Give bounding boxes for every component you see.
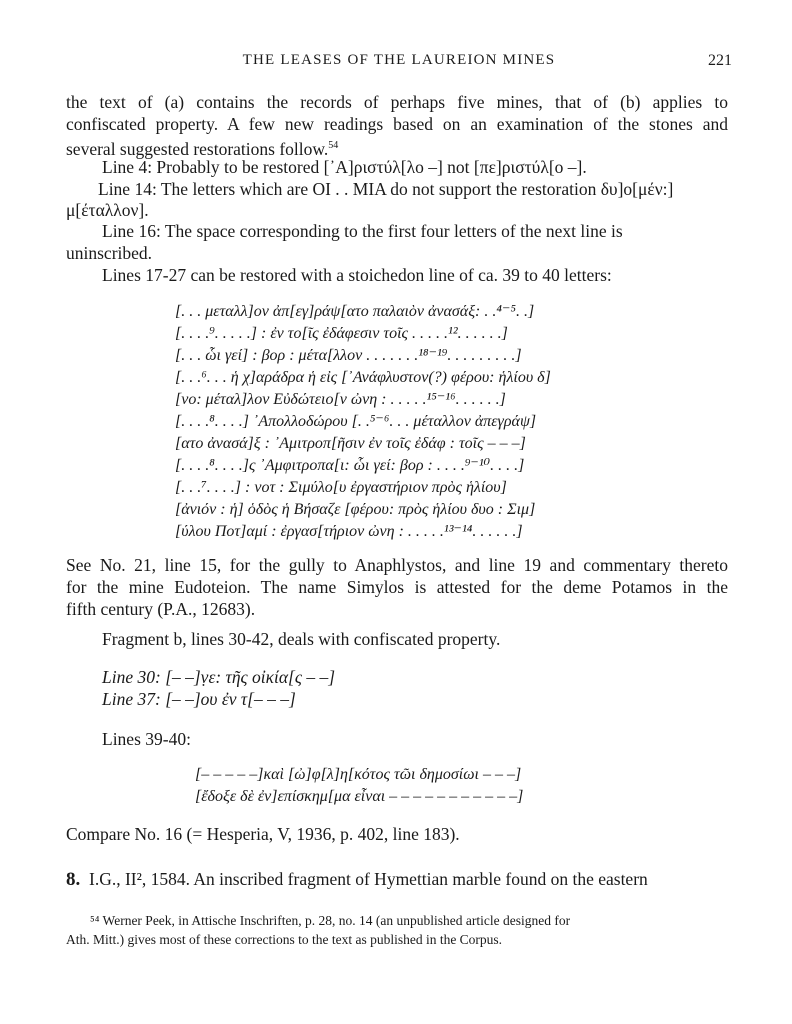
note-line-16-cont: uninscribed. (66, 243, 153, 263)
commentary-line-1: See No. 21, line 15, for the gully to Anaphlystos, and line 19 and commentary thereto (66, 555, 728, 575)
line-30-note: Line 30: [– –]ṿε: τῆς οἰκία[ς – –] (102, 667, 336, 687)
intro-line-2: confiscated property. A few new readings based on an examination of the stones and (66, 114, 728, 134)
intro-line-1: the text of (a) contains the records of perhaps five mines, that of (b) applies to (66, 92, 728, 112)
intro-text: several suggested restorations follow. (66, 139, 329, 159)
fragment-b-note: Fragment b, lines 30-42, deals with confiscated property. (102, 629, 501, 649)
note-line-14: Line 14: The letters which are OI . . MIA do not support the restoration δυ]ο[μέν:] (98, 179, 674, 199)
running-header (66, 52, 732, 76)
restoration-line: [νο: μέταλ]λον Εὐδώτειο[ν ὠνη : . . . . .¹⁵⁻¹⁶. . . . . .] (175, 391, 506, 408)
note-line-14-cont: μ[έταλλον]. (66, 200, 149, 220)
footnote-line-1: ⁵⁴ Werner Peek, in Attische Inschriften, p. 28, no. 14 (an unpublished article designed for (90, 913, 571, 928)
entry-text: I.G., II², 1584. An inscribed fragment of Hymettian marble found on the eastern (89, 869, 648, 889)
restoration-line: [. . . ὧι γεί] : βορ : μέτα[λλον . . . . . . .¹⁸⁻¹⁹. . . . . . . . .] (175, 347, 522, 364)
footnote-ref: 54 (328, 140, 339, 151)
entry-number: 8. (66, 869, 81, 890)
commentary-line-3: fifth century (P.A., 12683). (66, 599, 256, 619)
line-37-note: Line 37: [– –]ου ἐν τ[– – –] (102, 689, 296, 709)
restoration-line: [. . . .⁹. . . . .] : ἐν το[ῖς ἐδάφεσιν τοῖς . . . . .¹². . . . . .] (175, 325, 508, 342)
restoration-39: [– – – – –]καὶ [ὠ]φ[λ]η[κότος τῶι δημοσίωι – – –] (195, 766, 522, 783)
restoration-line: [ατο ἀνασά]ξ : ᾿Αμιτροπ[ῆσιν ἐν τοῖς ἐδάφ : τοῖς – – –] (175, 435, 526, 452)
commentary-line-2: for the mine Eudoteion. The name Simylos is attested for the deme Potamos in the (66, 577, 728, 597)
running-title: THE LEASES OF THE LAUREION MINES (242, 52, 556, 68)
restoration-line: [. . . .⁸. . . .]ς ᾿Αμφιτροπα[ι: ὧι γεί: βορ : . . . .⁹⁻¹⁰. . . .] (175, 457, 525, 474)
restoration-line: [. . . .⁸. . . .] ᾿Απολλοδώρου [. .⁵⁻⁶. . . μέταλλον ἀπεγράψ] (175, 413, 537, 430)
page-number: 221 (708, 52, 732, 69)
footnote-line-2: Ath. Mitt.) gives most of these corrections to the text as published in the Corpus. (66, 932, 503, 947)
restoration-line: [. . . μεταλλ]ον ἀπ[εγ]ράψ[ατο παλαιὸν ἀνασάξ: . .⁴⁻⁵. .] (175, 303, 535, 320)
lines-39-40-label: Lines 39-40: (102, 729, 191, 749)
compare-note: Compare No. 16 (= Hesperia, V, 1936, p. 402, line 183). (66, 824, 460, 844)
restoration-line: [ύλου Ποτ]αμί : ἐργασ[τήριον ὠνη : . . . . .¹³⁻¹⁴. . . . . .] (175, 523, 523, 540)
note-line-16: Line 16: The space corresponding to the first four letters of the next line is (102, 221, 623, 241)
note-line-4: Line 4: Probably to be restored [᾿Α]ριστύλ[λο –] not [πε]ριστύλ[ο –]. (102, 157, 587, 177)
restoration-line: [. . .⁶. . . ἡ χ]αράδρα ἡ εἰς [᾿Ανάφλυστον(?) φέρου: ἡλίου δ] (175, 369, 551, 386)
entry-8 (66, 869, 648, 890)
restoration-line: [ἀνιόν : ἡ] ὁδὸς ἡ Βήσαζε [φέρου: πρὸς ἡλίου δυο : Σιμ] (175, 501, 536, 518)
note-lines-17-27: Lines 17-27 can be restored with a stoichedon line of ca. 39 to 40 letters: (102, 265, 612, 285)
restoration-line: [. . .⁷. . . .] : νοτ : Σιμύλο[υ ἐργαστήριον πρὸς ἡλίου] (175, 479, 507, 496)
intro-line-3 (66, 136, 338, 159)
restoration-40: [ἔδοξε δὲ ἐν]επίσκημ[μα εἶναι – – – – – – – – – – –] (195, 788, 524, 805)
